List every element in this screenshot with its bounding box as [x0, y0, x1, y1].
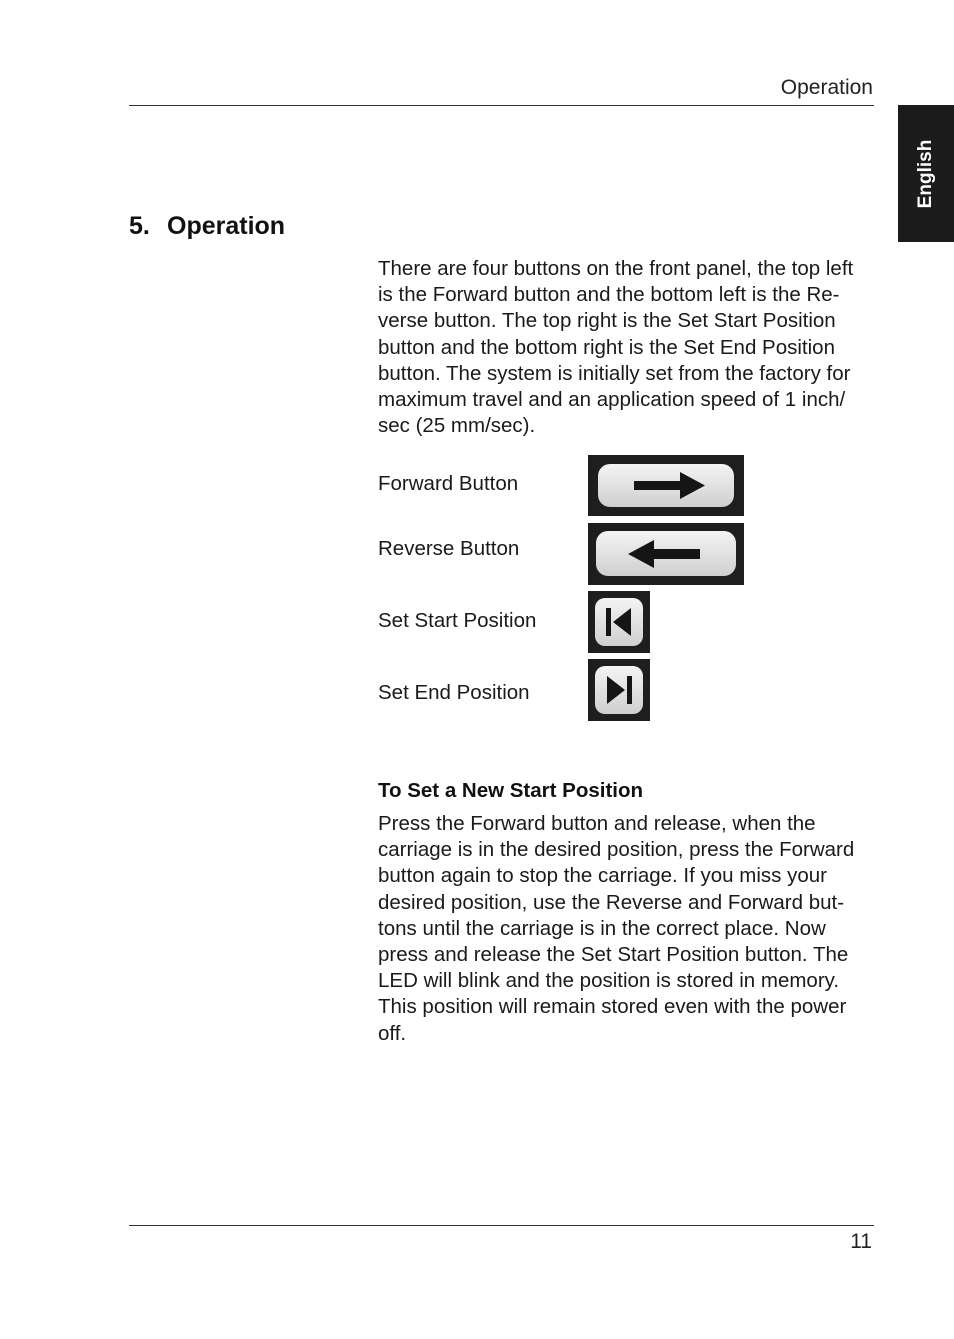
set-start-position-image [588, 591, 650, 653]
arrow-right-icon [588, 455, 744, 516]
reverse-button-label: Reverse Button [378, 537, 520, 560]
skip-to-end-icon [588, 659, 650, 721]
skip-to-start-icon [588, 591, 650, 653]
section-heading [129, 212, 285, 241]
forward-button-label: Forward Button [378, 472, 519, 495]
section-number: 5. [129, 212, 150, 240]
reverse-button-image [588, 523, 744, 585]
start-position-paragraph: Press the Forward button and release, when the carriage is in the desired position, press the Forward button again to stop the carriage. If you miss your desired position, use the Reverse and Forward but- tons until the carriage is in the correct place. Now press and release the Set Start Position button. The LED will blink and the position is stored in memory. This position will remain stored even with the power off. [378, 812, 855, 1045]
section-title: Operation [167, 212, 286, 240]
header-rule [129, 105, 874, 106]
arrow-left-icon [588, 523, 744, 585]
page-number: 11 [850, 1230, 872, 1253]
footer-rule [129, 1225, 874, 1226]
language-tab-label: English [915, 139, 936, 208]
set-end-position-image [588, 659, 650, 721]
intro-paragraph: There are four buttons on the front panel, the top left is the Forward button and the bottom left is the Re- verse button. The top right is the Set Start Position button and the bottom right is the Set End Position button. The system is initially set from the factory for maximum travel and an application speed of 1 inch/ sec (25 mm/sec). [378, 257, 854, 438]
set-start-position-label: Set Start Position [378, 609, 537, 632]
forward-button-image [588, 455, 744, 516]
running-head: Operation [780, 76, 873, 99]
set-end-position-label: Set End Position [378, 681, 530, 704]
start-position-heading: To Set a New Start Position [378, 779, 644, 802]
language-tab [898, 105, 954, 242]
